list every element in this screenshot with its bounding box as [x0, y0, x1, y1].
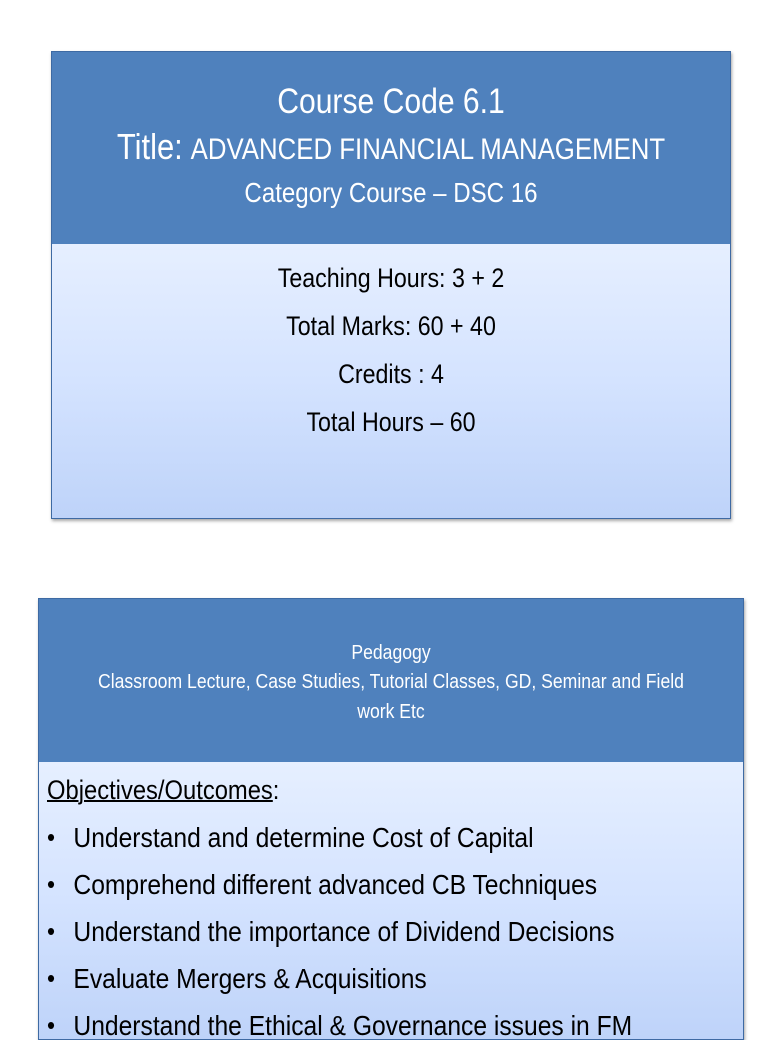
bullet-icon: • — [47, 869, 56, 899]
objective-text: Understand and determine Cost of Capital — [73, 822, 534, 853]
credits: Credits : 4 — [338, 359, 444, 389]
objective-text: Understand the Ethical & Governance issues in FM — [73, 1010, 633, 1040]
course-title — [99, 124, 682, 173]
list-item — [47, 908, 659, 955]
objective-text: Evaluate Mergers & Acquisitions — [73, 963, 427, 994]
course-title-label: Title: — [116, 126, 183, 167]
bullet-icon: • — [47, 822, 56, 852]
pedagogy-objectives-slide — [38, 598, 744, 1040]
course-category: Category Course – DSC 16 — [244, 177, 538, 208]
objective-text: Comprehend different advanced CB Techniques — [73, 869, 598, 900]
course-info-slide — [51, 51, 731, 519]
pedagogy-title: Pedagogy — [351, 642, 431, 664]
objectives-heading-colon: : — [272, 775, 280, 805]
list-item — [47, 1002, 659, 1040]
teaching-hours: Teaching Hours: 3 + 2 — [277, 263, 505, 293]
list-item — [47, 861, 659, 908]
pedagogy-header — [39, 599, 743, 762]
list-item — [47, 955, 659, 1002]
total-marks: Total Marks: 60 + 40 — [286, 311, 496, 341]
objectives-section — [39, 762, 743, 1039]
bullet-icon: • — [47, 963, 56, 993]
objectives-list — [47, 814, 743, 1040]
objective-text: Understand the importance of Dividend Decisions — [73, 916, 615, 947]
objectives-heading — [47, 772, 659, 808]
course-header — [52, 52, 730, 244]
objectives-heading-text: Objectives/Outcomes — [47, 775, 273, 805]
bullet-icon: • — [47, 916, 56, 946]
course-details — [52, 244, 730, 518]
total-hours: Total Hours – 60 — [306, 407, 476, 437]
bullet-icon: • — [47, 1010, 56, 1040]
pedagogy-text: Classroom Lecture, Case Studies, Tutorial Classes, GD, Seminar and Field work Etc — [98, 671, 684, 723]
course-title-value: ADVANCED FINANCIAL MANAGEMENT — [190, 133, 666, 166]
list-item — [47, 814, 659, 861]
course-code: Course Code 6.1 — [277, 82, 505, 121]
